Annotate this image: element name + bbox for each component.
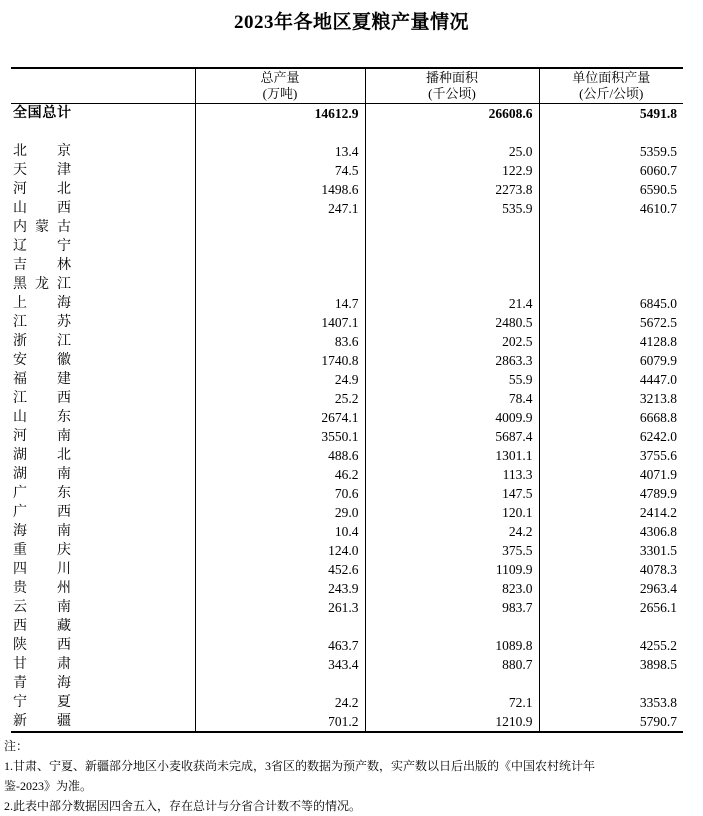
value-cell: 4255.2 <box>539 636 683 655</box>
table-row <box>11 142 683 161</box>
value-cell <box>539 275 683 294</box>
table-row <box>11 712 683 732</box>
value-cell: 243.9 <box>195 579 365 598</box>
value-cell: 5359.5 <box>539 142 683 161</box>
value-cell: 83.6 <box>195 332 365 351</box>
region-name-cell: 山 东 <box>13 410 71 425</box>
value-cell: 55.9 <box>365 370 539 389</box>
region-name-cell: 内 蒙 古 <box>13 220 71 235</box>
value-cell: 5687.4 <box>365 427 539 446</box>
header-row <box>11 68 683 104</box>
value-cell: 4128.8 <box>539 332 683 351</box>
table-row <box>11 332 683 351</box>
table-row <box>11 617 683 636</box>
value-cell: 4610.7 <box>539 199 683 218</box>
table-row <box>11 180 683 199</box>
column-header: 单位面积产量 (公斤/公顷) <box>539 68 683 104</box>
value-cell <box>365 617 539 636</box>
table-row <box>11 484 683 503</box>
table-row <box>11 313 683 332</box>
value-cell: 29.0 <box>195 503 365 522</box>
value-cell: 247.1 <box>195 199 365 218</box>
total-row <box>11 104 683 124</box>
value-cell: 1740.8 <box>195 351 365 370</box>
value-cell: 4071.9 <box>539 465 683 484</box>
table-row <box>11 256 683 275</box>
value-cell: 10.4 <box>195 522 365 541</box>
value-cell: 2674.1 <box>195 408 365 427</box>
region-name-cell: 江 西 <box>13 391 71 406</box>
value-cell: 113.3 <box>365 465 539 484</box>
value-cell: 147.5 <box>365 484 539 503</box>
value-cell: 46.2 <box>195 465 365 484</box>
column-header: 播种面积 (千公顷) <box>365 68 539 104</box>
value-cell <box>539 218 683 237</box>
value-cell: 1089.8 <box>365 636 539 655</box>
value-cell: 3353.8 <box>539 693 683 712</box>
page-title: 2023年各地区夏粮产量情况 <box>233 12 469 33</box>
region-name-cell: 广 西 <box>13 505 71 520</box>
value-cell: 14612.9 <box>195 104 365 124</box>
region-name-cell: 吉 林 <box>13 258 71 273</box>
table-row <box>11 560 683 579</box>
region-name-cell: 四 川 <box>13 562 71 577</box>
table-row <box>11 294 683 313</box>
region-name-cell: 河 南 <box>13 429 71 444</box>
table-row <box>11 370 683 389</box>
value-cell: 1407.1 <box>195 313 365 332</box>
value-cell: 1301.1 <box>365 446 539 465</box>
region-name-cell: 云 南 <box>13 600 71 615</box>
spacer-row <box>11 123 683 142</box>
value-cell: 3755.6 <box>539 446 683 465</box>
note-item-1: 1.甘肃、宁夏、新疆部分地区小麦收获尚未完成，3省区的数据为预产数，实产数以日后出版的《中国农村统计年鉴-2023》为准。 <box>4 759 596 793</box>
region-name-cell: 广 东 <box>13 486 71 501</box>
value-cell: 2480.5 <box>365 313 539 332</box>
table-row <box>11 446 683 465</box>
region-name-cell: 西 藏 <box>13 619 71 634</box>
value-cell: 6242.0 <box>539 427 683 446</box>
table-row <box>11 522 683 541</box>
value-cell: 14.7 <box>195 294 365 313</box>
value-cell: 5672.5 <box>539 313 683 332</box>
value-cell: 26608.6 <box>365 104 539 124</box>
value-cell: 2414.2 <box>539 503 683 522</box>
region-name-cell: 甘 肃 <box>13 657 71 672</box>
value-cell <box>539 256 683 275</box>
value-cell: 3301.5 <box>539 541 683 560</box>
value-cell: 463.7 <box>195 636 365 655</box>
table-row <box>11 161 683 180</box>
table-row <box>11 199 683 218</box>
value-cell: 880.7 <box>365 655 539 674</box>
region-name-cell: 河 北 <box>13 182 71 197</box>
value-cell: 1210.9 <box>365 712 539 732</box>
table-row <box>11 579 683 598</box>
region-name-cell: 上 海 <box>13 296 71 311</box>
value-cell: 452.6 <box>195 560 365 579</box>
value-cell: 24.9 <box>195 370 365 389</box>
region-name-cell: 山 西 <box>13 201 71 216</box>
table-row <box>11 674 683 693</box>
region-name-cell: 江 苏 <box>13 315 71 330</box>
region-name-cell: 海 南 <box>13 524 71 539</box>
table-row <box>11 389 683 408</box>
value-cell: 2863.3 <box>365 351 539 370</box>
region-name-cell: 重 庆 <box>13 543 71 558</box>
table-row <box>11 465 683 484</box>
value-cell: 4078.3 <box>539 560 683 579</box>
table-row <box>11 427 683 446</box>
table-row <box>11 351 683 370</box>
value-cell: 2656.1 <box>539 598 683 617</box>
region-name-cell: 北 京 <box>13 144 71 159</box>
value-cell: 4009.9 <box>365 408 539 427</box>
table-row <box>11 693 683 712</box>
value-cell: 124.0 <box>195 541 365 560</box>
value-cell: 74.5 <box>195 161 365 180</box>
value-cell: 5790.7 <box>539 712 683 732</box>
table-header <box>11 68 683 104</box>
value-cell: 72.1 <box>365 693 539 712</box>
value-cell: 13.4 <box>195 142 365 161</box>
value-cell: 261.3 <box>195 598 365 617</box>
value-cell <box>539 617 683 636</box>
spacer-cell <box>11 123 195 142</box>
region-name-cell: 福 建 <box>13 372 71 387</box>
value-cell: 535.9 <box>365 199 539 218</box>
table-row <box>11 275 683 294</box>
value-cell: 70.6 <box>195 484 365 503</box>
value-cell: 983.7 <box>365 598 539 617</box>
grain-production-table <box>11 67 683 733</box>
value-cell <box>365 674 539 693</box>
spacer-cell <box>365 123 539 142</box>
region-name-cell: 浙 江 <box>13 334 71 349</box>
value-cell <box>195 218 365 237</box>
value-cell: 120.1 <box>365 503 539 522</box>
value-cell: 343.4 <box>195 655 365 674</box>
value-cell <box>195 617 365 636</box>
value-cell: 25.2 <box>195 389 365 408</box>
region-name-cell: 湖 南 <box>13 467 71 482</box>
table-row <box>11 408 683 427</box>
value-cell: 1109.9 <box>365 560 539 579</box>
region-name-cell: 天 津 <box>13 163 71 178</box>
region-name-cell: 宁 夏 <box>13 695 71 710</box>
value-cell <box>539 674 683 693</box>
value-cell: 1498.6 <box>195 180 365 199</box>
value-cell <box>539 237 683 256</box>
value-cell: 6845.0 <box>539 294 683 313</box>
value-cell: 24.2 <box>195 693 365 712</box>
value-cell: 2273.8 <box>365 180 539 199</box>
value-cell: 25.0 <box>365 142 539 161</box>
value-cell: 6668.8 <box>539 408 683 427</box>
value-cell: 21.4 <box>365 294 539 313</box>
region-name-cell: 全 国 总 计 <box>13 106 71 121</box>
region-name-cell: 贵 州 <box>13 581 71 596</box>
value-cell <box>365 218 539 237</box>
notes-label: 注： <box>4 739 29 753</box>
value-cell: 2963.4 <box>539 579 683 598</box>
note-item-2: 2.此表中部分数据因四舍五入，存在总计与分省合计数不等的情况。 <box>4 799 362 813</box>
region-name-cell: 辽 宁 <box>13 239 71 254</box>
region-name-cell: 安 徽 <box>13 353 71 368</box>
value-cell <box>195 237 365 256</box>
value-cell: 823.0 <box>365 579 539 598</box>
spacer-cell <box>539 123 683 142</box>
table-row <box>11 655 683 674</box>
value-cell: 122.9 <box>365 161 539 180</box>
value-cell: 3898.5 <box>539 655 683 674</box>
value-cell: 488.6 <box>195 446 365 465</box>
value-cell: 6060.7 <box>539 161 683 180</box>
value-cell <box>195 674 365 693</box>
value-cell: 6590.5 <box>539 180 683 199</box>
value-cell <box>195 275 365 294</box>
region-name-cell: 湖 北 <box>13 448 71 463</box>
table-row <box>11 237 683 256</box>
value-cell: 24.2 <box>365 522 539 541</box>
value-cell: 78.4 <box>365 389 539 408</box>
value-cell: 4789.9 <box>539 484 683 503</box>
value-cell: 4306.8 <box>539 522 683 541</box>
region-name-cell: 黑 龙 江 <box>13 277 71 292</box>
value-cell: 3213.8 <box>539 389 683 408</box>
table-row <box>11 541 683 560</box>
value-cell <box>365 237 539 256</box>
value-cell <box>365 275 539 294</box>
value-cell: 5491.8 <box>539 104 683 124</box>
header-region-blank <box>11 68 195 104</box>
value-cell: 6079.9 <box>539 351 683 370</box>
region-name-cell: 陕 西 <box>13 638 71 653</box>
region-name-cell: 新 疆 <box>13 714 71 729</box>
value-cell: 375.5 <box>365 541 539 560</box>
table-notes <box>4 736 618 816</box>
value-cell: 4447.0 <box>539 370 683 389</box>
spacer-cell <box>195 123 365 142</box>
value-cell: 3550.1 <box>195 427 365 446</box>
table-row <box>11 636 683 655</box>
table-row <box>11 503 683 522</box>
table-row <box>11 218 683 237</box>
region-name-cell: 青 海 <box>13 676 71 691</box>
value-cell: 202.5 <box>365 332 539 351</box>
value-cell <box>195 256 365 275</box>
table-row <box>11 598 683 617</box>
column-header: 总产量 (万吨) <box>195 68 365 104</box>
table-body <box>11 104 683 733</box>
value-cell <box>365 256 539 275</box>
value-cell: 701.2 <box>195 712 365 732</box>
